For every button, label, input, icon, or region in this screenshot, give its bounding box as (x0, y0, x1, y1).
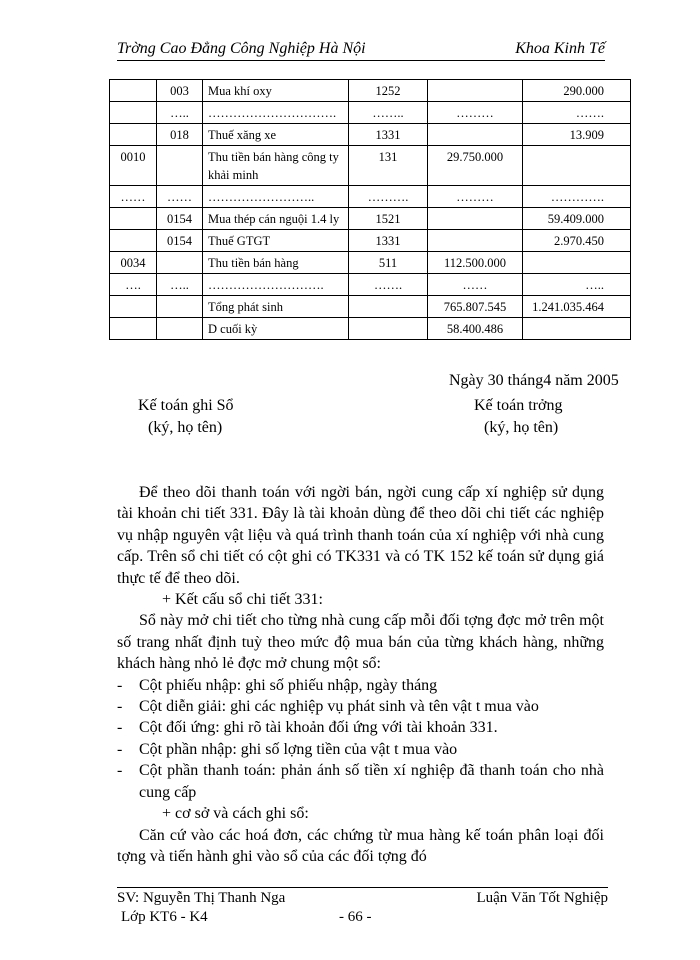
cell-debit (428, 80, 523, 102)
list-item (117, 675, 604, 696)
cell-doc-out (157, 318, 203, 340)
list-item (117, 739, 604, 760)
cell-debit: ……… (428, 102, 523, 124)
cell-doc-in (110, 124, 157, 146)
cell-doc-out: ….. (157, 102, 203, 124)
table-row (110, 80, 631, 102)
list-item-text: Cột phần nhập: ghi số lợng tiền của vật t mua vào (139, 740, 458, 758)
cell-debit (428, 124, 523, 146)
column-list (117, 675, 604, 803)
cell-credit: 59.409.000 (523, 208, 631, 230)
cell-account: 1252 (349, 80, 428, 102)
list-item (117, 696, 604, 717)
cell-doc-in: …. (110, 274, 157, 296)
cell-doc-in (110, 208, 157, 230)
signature-right (474, 397, 562, 437)
page-header (117, 38, 605, 61)
school-name: Trờng Cao Đẳng Công Nghiệp Hà Nội (117, 40, 366, 57)
cell-doc-in (110, 102, 157, 124)
cell-account: 1331 (349, 230, 428, 252)
cell-credit: 1.241.035.464 (523, 296, 631, 318)
cell-description: Tổng phát sinh (203, 296, 349, 318)
table-row (110, 124, 631, 146)
cell-credit: …………. (523, 186, 631, 208)
cell-doc-in (110, 318, 157, 340)
cell-description: Thuế xăng xe (203, 124, 349, 146)
cell-description: Thu tiền bán hàng (203, 252, 349, 274)
cell-description: Thuế GTGT (203, 230, 349, 252)
cell-debit: 112.500.000 (428, 252, 523, 274)
cell-doc-out: 0154 (157, 208, 203, 230)
list-item-text: Cột đối ứng: ghi rõ tài khoản đối ứng với tài khoản 331. (139, 719, 498, 737)
cell-doc-in (110, 230, 157, 252)
cell-account: ……. (349, 274, 428, 296)
cell-account: ………. (349, 186, 428, 208)
cell-doc-out (157, 252, 203, 274)
thesis-label: Luận Văn Tốt Nghiệp (476, 890, 608, 906)
cell-doc-out: …… (157, 186, 203, 208)
signature-left (138, 397, 234, 437)
list-item-text: Cột diễn giải: ghi các nghiệp vụ phát sinh và tên vật t mua vào (139, 698, 539, 716)
cell-debit: 29.750.000 (428, 146, 523, 186)
cell-doc-in (110, 80, 157, 102)
cell-account: 131 (349, 146, 428, 186)
table-row (110, 208, 631, 230)
bullet-dash: - (117, 740, 123, 758)
cell-account: 1331 (349, 124, 428, 146)
cell-debit (428, 208, 523, 230)
bullet-dash: - (117, 698, 123, 716)
table-row (110, 252, 631, 274)
signature-left-note: (ký, họ tên) (148, 419, 223, 436)
ledger-body (110, 80, 631, 340)
cell-doc-out: 018 (157, 124, 203, 146)
list-item-text: Cột phần thanh toán: phản ánh số tiền xí nghiệp đã thanh toán cho nhà cung cấp (139, 762, 604, 801)
student-name: SV: Nguyễn Thị Thanh Nga (117, 890, 286, 906)
cell-doc-out: ….. (157, 274, 203, 296)
bullet-dash: - (117, 762, 123, 780)
bullet-dash: - (117, 719, 123, 737)
heading-structure: + Kết cấu sổ chi tiết 331: (162, 591, 323, 609)
cell-description: Thu tiền bán hàng công ty khải minh (203, 146, 349, 186)
cell-doc-in: …… (110, 186, 157, 208)
cell-debit: ……… (428, 186, 523, 208)
list-item (117, 760, 604, 803)
cell-credit (523, 146, 631, 186)
cell-account: …….. (349, 102, 428, 124)
cell-credit: 2.970.450 (523, 230, 631, 252)
cell-doc-in: 0010 (110, 146, 157, 186)
cell-description: ………………………. (203, 274, 349, 296)
faculty-name: Khoa Kinh Tế (515, 40, 605, 57)
cell-credit: ….. (523, 274, 631, 296)
page-number: - 66 - (339, 909, 372, 925)
list-item (117, 717, 604, 738)
heading-method: + cơ sở và cách ghi sổ: (162, 805, 309, 823)
cell-account (349, 296, 428, 318)
cell-account (349, 318, 428, 340)
cell-account: 1521 (349, 208, 428, 230)
paragraph-2: Sổ này mở chi tiết cho từng nhà cung cấp mỗi đối tợng đợc mở trên một số trang nhất định tuỳ theo mức độ mua bán của từng khách hàng, những khách hàng nhỏ lẻ đợc mở chung một sổ: (117, 612, 604, 673)
cell-doc-out (157, 146, 203, 186)
cell-credit: 290.000 (523, 80, 631, 102)
cell-description: …………………………. (203, 102, 349, 124)
cell-debit: …… (428, 274, 523, 296)
cell-description: D cuối kỳ (203, 318, 349, 340)
table-row (110, 146, 631, 186)
list-item-text: Cột phiếu nhập: ghi số phiếu nhập, ngày tháng (139, 676, 438, 694)
cell-debit: 765.807.545 (428, 296, 523, 318)
cell-doc-out: 003 (157, 80, 203, 102)
cell-description: Mua thép cán nguội 1.4 ly (203, 208, 349, 230)
table-row (110, 296, 631, 318)
ledger-table (109, 79, 631, 340)
cell-doc-in: 0034 (110, 252, 157, 274)
sign-date: Ngày 30 tháng4 năm 2005 (449, 372, 619, 389)
table-row (110, 230, 631, 252)
cell-doc-in (110, 296, 157, 318)
cell-credit: 13.909 (523, 124, 631, 146)
bullet-dash: - (117, 676, 123, 694)
table-row (110, 274, 631, 296)
signature-right-role: Kế toán trởng (474, 397, 563, 414)
table-row (110, 102, 631, 124)
class-label: Lớp KT6 - K4 (121, 909, 208, 925)
cell-credit (523, 252, 631, 274)
paragraph-3: Căn cứ vào các hoá đơn, các chứng từ mua hàng kế toán phân loại đối tợng và tiến hành ghi vào sổ của các đối tợng đó (117, 826, 604, 865)
paragraph-1: Để theo dõi thanh toán với ngời bán, ngời cung cấp xí nghiệp sử dụng tài khoản chi tiết 331. Đây là tài khoản dùng để theo dõi chi tiết các nghiệp vụ nhập nguyên vật liệu và quá trình thanh toán của xí nghiệp với nhà cung cấp. Trên sổ chi tiết có cột ghi có TK331 và có TK 152 kế toán sử dụng giá thực tế để theo dõi. (117, 484, 604, 587)
signature-left-role: Kế toán ghi Sổ (138, 397, 234, 414)
cell-account: 511 (349, 252, 428, 274)
page-footer (117, 887, 608, 938)
signature-right-note: (ký, họ tên) (484, 419, 559, 436)
cell-doc-out (157, 296, 203, 318)
cell-credit (523, 318, 631, 340)
cell-debit (428, 230, 523, 252)
table-row (110, 318, 631, 340)
body-text (117, 482, 604, 867)
cell-credit: ……. (523, 102, 631, 124)
cell-debit: 58.400.486 (428, 318, 523, 340)
table-row (110, 186, 631, 208)
cell-doc-out: 0154 (157, 230, 203, 252)
cell-description: …………………….. (203, 186, 349, 208)
cell-description: Mua khí oxy (203, 80, 349, 102)
